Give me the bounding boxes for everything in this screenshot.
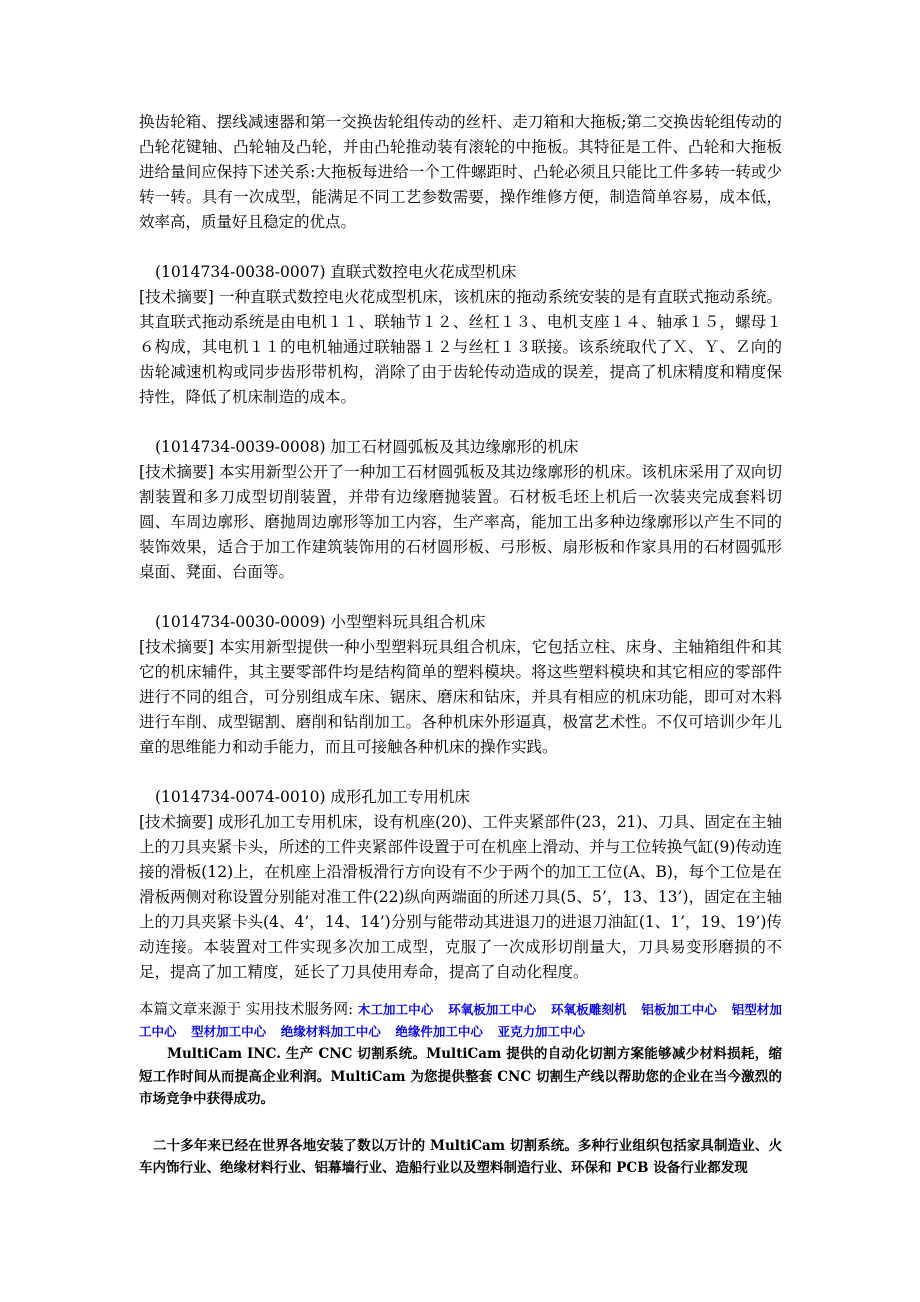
document-body [139,110,782,1180]
source-prefix: 本篇文章来源于 实用技术服务网: [139,1002,354,1018]
source-link-acrylic-center[interactable]: 亚克力加工中心 [497,1024,586,1039]
patent-entry-4 [139,785,782,985]
patent-entry-2 [139,435,782,585]
entry-title: (1014734-0039-0008) 加工石材圆弧板及其边缘廓形的机床 [155,438,579,456]
source-link-aluminum-profile-center[interactable]: 铝型材加工中心 [139,1002,783,1039]
entry-abstract: [技术摘要] 一种直联式数控电火花成型机床，该机床的拖动系统安装的是有直联式拖动系统。其直联式拖动系统是由电机１１、联轴节１２、丝杠１３、电机支座１４、轴承１５，螺母１６构成，其电机１１的电机轴通过联轴器１２与丝杠１３联接。该系统取代了Ｘ、Ｙ、Ｚ向的齿轮减速机构或同步齿形带机构，消除了由于齿轮传动造成的误差，提高了机床精度和精度保持性，降低了机床制造的成本。 [139,288,782,406]
patent-entry-3 [139,610,782,760]
source-link-epoxy-board-center[interactable]: 环氧板加工中心 [448,1002,537,1017]
entry-abstract: [技术摘要] 成形孔加工专用机床，设有机座(20)、工件夹紧部件(23，21)、刀具、固定在主轴上的刀具夹紧卡头，所述的工件夹紧部件设置于可在机座上滑动、并与工位转换气缸(9)传动连接的滑板(12)上，在机座上沿滑板滑行方向设有不少于两个的加工工位(A、B)，每个工位是在滑板两侧对称设置分别能对准工件(22)纵向两端面的所述刀具(5、5’，13、13’)，固定在主轴上的刀具夹紧卡头(4、4’，14、14’)分别与能带动其进退刀的进退刀油缸(1、1’，19、19’)传动连接。本装置对工件实现多次加工成型，克服了一次成形切削量大，刀具易变形磨损的不足，提高了加工精度，延长了刀具使用寿命，提高了自动化程度。 [139,813,782,981]
source-link-epoxy-engraver[interactable]: 环氧板雕刻机 [551,1002,627,1017]
entry-title: (1014734-0038-0007) 直联式数控电火花成型机床 [155,263,517,281]
patent-entry-1 [139,260,782,410]
source-link-profile-center[interactable]: 型材加工中心 [191,1024,267,1039]
entry-title: (1014734-0074-0010) 成形孔加工专用机床 [155,788,470,806]
source-link-insulation-part-center[interactable]: 绝缘件加工中心 [395,1024,483,1039]
entry-abstract: [技术摘要] 本实用新型公开了一种加工石材圆弧板及其边缘廓形的机床。该机床采用了双向切割装置和多刀成型切削装置，并带有边缘磨抛装置。石材板毛坯上机后一次装夹完成套料切圆、车周边廓形、磨抛周边廓形等加工内容，生产率高，能加工出多种边缘廓形以产生不同的装饰效果，适合于加工作建筑装饰用的石材圆形板、弓形板、扇形板和作家具用的石材圆弧形桌面、凳面、台面等。 [139,463,782,581]
entry-abstract: [技术摘要] 本实用新型提供一种小型塑料玩具组合机床，它包括立柱、床身、主轴箱组件和其它的机床辅件，其主要零部件均是结构简单的塑料模块。将这些塑料模块和其它相应的零部件进行不同的组合，可分别组成车床、锯床、磨床和钻床，并具有相应的机床功能，即可对木料进行车削、成型锯割、磨削和钻削加工。各种机床外形逼真，极富艺术性。不仅可培训少年儿童的思维能力和动手能力，而且可接触各种机床的操作实践。 [139,638,782,756]
continuation-paragraph: 换齿轮箱、摆线减速器和第一交换齿轮组传动的丝杆、走刀箱和大拖板;第二交换齿轮组传动的凸轮花键轴、凸轮轴及凸轮，并由凸轮推动装有滚轮的中拖板。其特征是工件、凸轮和大拖板进给量间应保持下述关系:大拖板每进给一个工件螺距时、凸轮必须且只能比工件多转一转或少转一转。具有一次成型，能满足不同工艺参数需要，操作维修方便，制造简单容易，成本低，效率高，质量好且稳定的优点。 [139,113,782,231]
entry-title: (1014734-0030-0009) 小型塑料玩具组合机床 [155,613,486,631]
multicam-intro-paragraph: MultiCam INC. 生产 CNC 切割系统。MultiCam 提供的自动化切割方案能够减少材料损耗，缩短工作时间从而提高企业利润。MultiCam 为您提供整套 CNC 切割生产线以帮助您的企业在当今激烈的市场竞争中获得成功。 [139,1046,782,1107]
multicam-history-paragraph: 二十多年来已经在世界各地安装了数以万计的 MultiCam 切割系统。多种行业组织包括家具制造业、火车内饰行业、绝缘材料行业、铝幕墙行业、造船行业以及塑料制造行业、环保和 PCB 设备行业都发现 [139,1137,782,1176]
source-line [139,999,782,1043]
source-link-aluminum-plate-center[interactable]: 铝板加工中心 [641,1002,717,1017]
source-link-woodworking-center[interactable]: 木工加工中心 [357,1002,434,1017]
source-link-insulation-material-center[interactable]: 绝缘材料加工中心 [280,1024,381,1039]
